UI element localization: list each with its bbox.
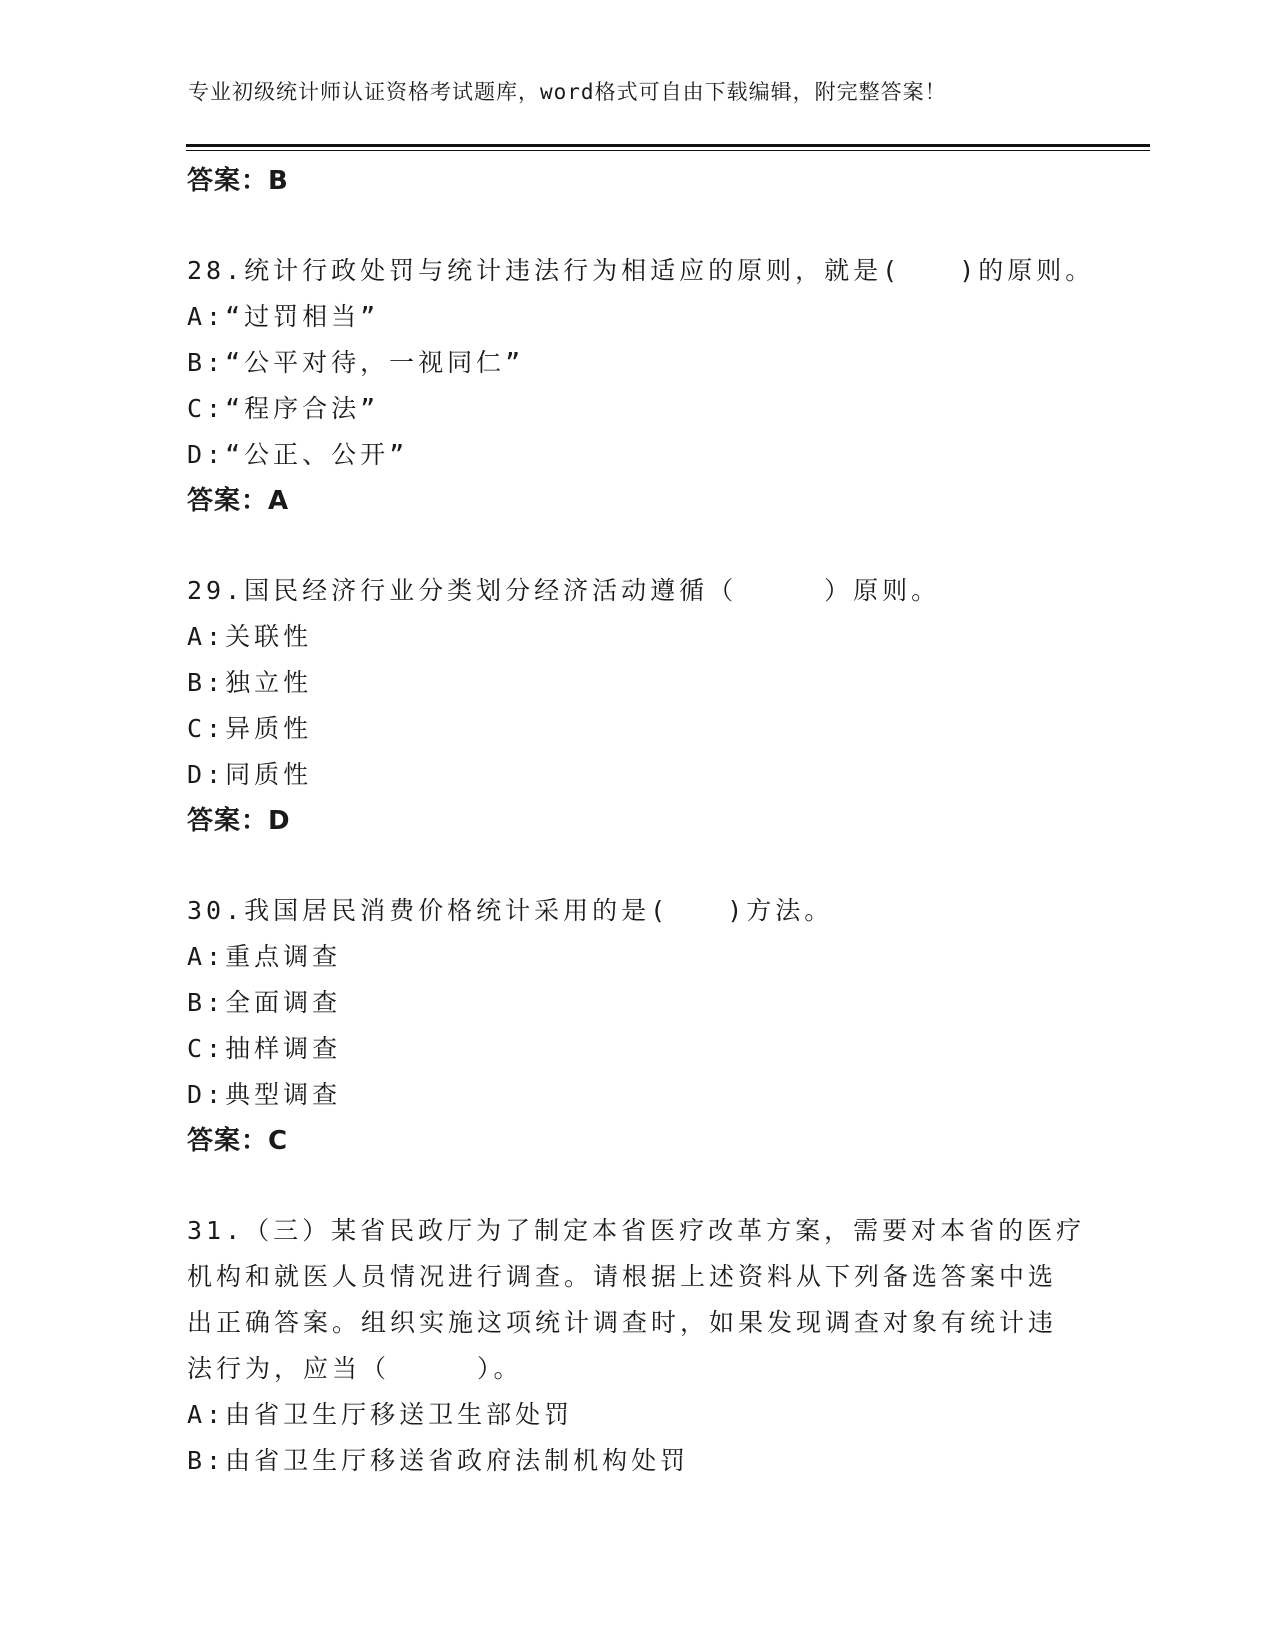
answer-line: 答案：A [187,486,290,516]
question-stem-line: 法行为，应当（ ）。 [187,1354,523,1383]
option-c: C:异质性 [187,714,313,743]
question-block [187,248,1095,524]
question-block [187,568,1087,844]
option-b: B:全面调查 [187,988,342,1017]
spacer [187,524,1087,568]
option-d: D:典型调查 [187,1080,342,1109]
header-rule-thick [186,144,1150,147]
question-stem: 28.统计行政处罚与统计违法行为相适应的原则，就是( )的原则。 [187,256,1095,285]
option-b: B:由省卫生厅移送省政府法制机构处罚 [187,1446,690,1475]
page-header: 专业初级统计师认证资格考试题库，word格式可自由下载编辑，附完整答案！ [188,80,947,104]
answer-line: 答案：C [187,1126,289,1156]
option-c: C:抽样调查 [187,1034,342,1063]
option-c: C:“程序合法” [187,394,380,423]
spacer [187,1164,1087,1208]
question-stem: 29.国民经济行业分类划分经济活动遵循（ ）原则。 [187,576,941,605]
question-stem-line: 31.（三）某省民政厅为了制定本省医疗改革方案，需要对本省的医疗 [187,1216,1086,1245]
option-a: A:由省卫生厅移送卫生部处罚 [187,1400,574,1429]
answer-line: 答案：D [187,806,291,836]
question-stem-line: 出正确答案。组织实施这项统计调查时，如果发现调查对象有统计违 [187,1308,1058,1337]
answer-line: 答案：B [187,166,289,196]
question-block [187,888,1087,1164]
question-stem: 30.我国居民消费价格统计采用的是( )方法。 [187,896,834,925]
option-d: D:“公正、公开” [187,440,409,469]
option-a: A:关联性 [187,622,313,651]
question-block [187,1208,1087,1484]
option-b: B:独立性 [187,668,313,697]
question-stem-line: 机构和就医人员情况进行调查。请根据上述资料从下列备选答案中选 [187,1262,1058,1291]
option-b: B:“公平对待，一视同仁” [187,348,525,377]
spacer [187,204,1087,248]
header-rule-thin [186,150,1150,151]
option-a: A:重点调查 [187,942,342,971]
option-a: A:“过罚相当” [187,302,380,331]
spacer [187,844,1087,888]
option-d: D:同质性 [187,760,313,789]
question-content [187,158,1095,1484]
